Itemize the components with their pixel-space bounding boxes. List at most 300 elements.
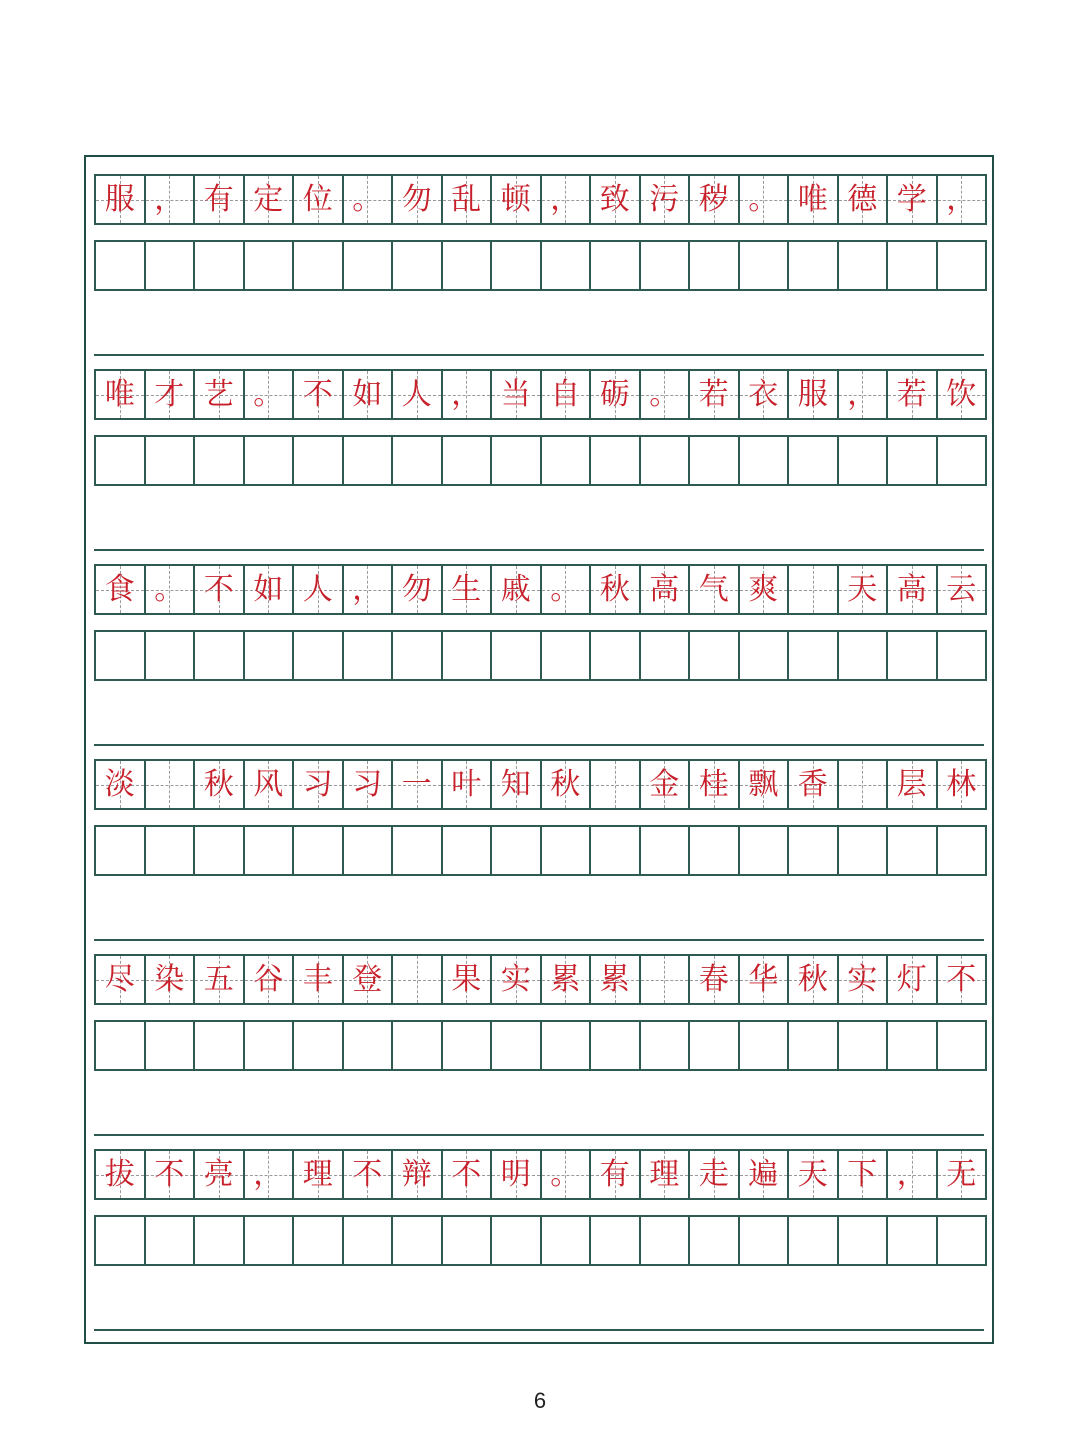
model-character: ，	[847, 376, 878, 412]
model-character: 才	[154, 376, 185, 412]
model-cell	[344, 566, 394, 613]
model-cell	[96, 1151, 146, 1198]
model-character: 不	[352, 1156, 383, 1192]
model-cell	[344, 761, 394, 808]
model-cell	[641, 1151, 691, 1198]
practice-cell	[839, 1022, 889, 1069]
model-character: 。	[352, 181, 383, 217]
practice-cell	[492, 437, 542, 484]
model-character: 人	[401, 376, 432, 412]
model-character: 层	[896, 766, 927, 802]
model-character: ，	[550, 181, 581, 217]
model-cell	[839, 176, 889, 223]
model-cell	[96, 176, 146, 223]
practice-cell	[740, 1022, 790, 1069]
practice-cell	[245, 1217, 295, 1264]
model-character: 人	[302, 571, 333, 607]
writing-rule-line	[94, 1134, 984, 1136]
practice-cell	[294, 632, 344, 679]
model-cell	[839, 371, 889, 418]
model-cell	[740, 1151, 790, 1198]
model-cell	[393, 1151, 443, 1198]
practice-cell	[146, 827, 196, 874]
model-cell	[294, 566, 344, 613]
model-cell	[938, 1151, 988, 1198]
practice-cell	[344, 242, 394, 289]
practice-cell	[393, 827, 443, 874]
practice-cell	[888, 632, 938, 679]
practice-cell	[888, 1022, 938, 1069]
model-cell	[542, 371, 592, 418]
model-cell	[839, 956, 889, 1003]
model-cell	[740, 761, 790, 808]
practice-cell	[542, 827, 592, 874]
model-cell	[789, 566, 839, 613]
model-cell	[146, 956, 196, 1003]
model-character: 食	[104, 571, 135, 607]
practice-cell	[344, 1022, 394, 1069]
model-character: 。	[550, 1156, 581, 1192]
model-cell	[245, 956, 295, 1003]
practice-cell	[245, 827, 295, 874]
practice-cell	[789, 827, 839, 874]
model-character: 实	[500, 961, 531, 997]
model-character: 华	[748, 961, 779, 997]
practice-cell	[542, 437, 592, 484]
model-cell	[443, 956, 493, 1003]
model-character: ，	[154, 181, 185, 217]
practice-cell	[542, 1022, 592, 1069]
model-cell	[641, 176, 691, 223]
model-cell	[789, 1151, 839, 1198]
practice-cell	[938, 242, 988, 289]
practice-cell	[443, 1022, 493, 1069]
practice-cell	[789, 437, 839, 484]
practice-cell	[888, 242, 938, 289]
practice-cell	[641, 632, 691, 679]
model-character: 下	[847, 1156, 878, 1192]
practice-row	[94, 630, 987, 681]
practice-cell	[641, 827, 691, 874]
practice-cell	[641, 1022, 691, 1069]
model-cell	[591, 566, 641, 613]
practice-cell	[938, 1022, 988, 1069]
practice-cell	[789, 632, 839, 679]
model-character: 丰	[302, 961, 333, 997]
model-cell	[245, 761, 295, 808]
model-cell	[938, 566, 988, 613]
page-number: 6	[533, 1388, 547, 1413]
model-character: 勿	[401, 571, 432, 607]
model-character: 乱	[451, 181, 482, 217]
model-character: 衣	[748, 376, 779, 412]
model-cell	[542, 1151, 592, 1198]
practice-cell	[591, 1217, 641, 1264]
model-cell	[146, 176, 196, 223]
practice-cell	[393, 1022, 443, 1069]
model-character: 不	[451, 1156, 482, 1192]
model-cell	[195, 1151, 245, 1198]
practice-cell	[146, 437, 196, 484]
model-character: 有	[203, 181, 234, 217]
model-cell	[542, 176, 592, 223]
practice-cell	[96, 827, 146, 874]
model-character: 桂	[698, 766, 729, 802]
model-cell	[888, 371, 938, 418]
practice-row	[94, 240, 987, 291]
model-character: 德	[847, 181, 878, 217]
model-cell	[492, 1151, 542, 1198]
model-cell	[393, 566, 443, 613]
model-cell	[294, 956, 344, 1003]
practice-cell	[443, 1217, 493, 1264]
model-character: 艺	[203, 376, 234, 412]
model-cell	[740, 566, 790, 613]
model-character: 习	[352, 766, 383, 802]
model-character: 。	[550, 571, 581, 607]
practice-cell	[443, 827, 493, 874]
practice-cell	[542, 632, 592, 679]
practice-cell	[344, 827, 394, 874]
model-cell	[245, 176, 295, 223]
model-row	[94, 1149, 987, 1200]
model-character: 不	[203, 571, 234, 607]
model-cell	[146, 1151, 196, 1198]
model-character: ，	[946, 181, 977, 217]
practice-cell	[443, 437, 493, 484]
practice-cell	[839, 242, 889, 289]
practice-cell	[740, 1217, 790, 1264]
model-character: 理	[302, 1156, 333, 1192]
practice-cell	[146, 632, 196, 679]
practice-row	[94, 435, 987, 486]
practice-cell	[443, 632, 493, 679]
model-cell	[690, 1151, 740, 1198]
model-character: 秋	[203, 766, 234, 802]
practice-cell	[96, 632, 146, 679]
practice-cell	[839, 632, 889, 679]
model-character: 淡	[104, 766, 135, 802]
model-cell	[839, 566, 889, 613]
model-character: 习	[302, 766, 333, 802]
practice-cell	[294, 437, 344, 484]
practice-cell	[690, 827, 740, 874]
practice-cell	[393, 242, 443, 289]
model-character: 辩	[401, 1156, 432, 1192]
practice-cell	[146, 242, 196, 289]
model-character: ，	[352, 571, 383, 607]
model-character: 不	[946, 961, 977, 997]
practice-cell	[245, 1022, 295, 1069]
model-character: 果	[451, 961, 482, 997]
practice-cell	[195, 1217, 245, 1264]
model-cell	[641, 566, 691, 613]
model-character: ，	[253, 1156, 284, 1192]
model-character: ，	[451, 376, 482, 412]
model-cell	[740, 956, 790, 1003]
model-cell	[294, 761, 344, 808]
writing-rule-line	[94, 354, 984, 356]
practice-cell	[938, 827, 988, 874]
practice-cell	[492, 632, 542, 679]
practice-cell	[393, 1217, 443, 1264]
model-character: 谷	[253, 961, 284, 997]
model-cell	[888, 761, 938, 808]
practice-cell	[146, 1217, 196, 1264]
model-character: 高	[896, 571, 927, 607]
model-character: 如	[253, 571, 284, 607]
practice-row	[94, 825, 987, 876]
model-character: 登	[352, 961, 383, 997]
model-cell	[245, 566, 295, 613]
model-cell	[393, 371, 443, 418]
model-cell	[443, 176, 493, 223]
model-cell	[690, 176, 740, 223]
practice-cell	[393, 437, 443, 484]
model-cell	[146, 761, 196, 808]
practice-cell	[542, 242, 592, 289]
model-character: 学	[896, 181, 927, 217]
model-character: 秋	[797, 961, 828, 997]
model-cell	[839, 1151, 889, 1198]
model-character: 累	[599, 961, 630, 997]
model-cell	[542, 956, 592, 1003]
model-character: 秽	[698, 181, 729, 217]
model-cell	[888, 566, 938, 613]
model-cell	[740, 371, 790, 418]
practice-cell	[690, 1217, 740, 1264]
practice-cell	[740, 632, 790, 679]
model-character: 不	[302, 376, 333, 412]
practice-cell	[839, 827, 889, 874]
practice-cell	[591, 437, 641, 484]
practice-cell	[344, 1217, 394, 1264]
model-cell	[492, 956, 542, 1003]
model-character: 香	[797, 766, 828, 802]
model-row	[94, 954, 987, 1005]
practice-cell	[690, 242, 740, 289]
model-character: 饮	[946, 376, 977, 412]
model-character: 。	[253, 376, 284, 412]
practice-cell	[294, 1022, 344, 1069]
writing-rule-line	[94, 744, 984, 746]
model-character: 累	[550, 961, 581, 997]
model-cell	[938, 371, 988, 418]
model-character: 。	[154, 571, 185, 607]
model-cell	[146, 371, 196, 418]
model-cell	[195, 371, 245, 418]
practice-cell	[443, 242, 493, 289]
practice-cell	[294, 242, 344, 289]
model-cell	[393, 761, 443, 808]
practice-cell	[740, 242, 790, 289]
practice-cell	[146, 1022, 196, 1069]
practice-cell	[641, 437, 691, 484]
model-character: 生	[451, 571, 482, 607]
practice-cell	[641, 1217, 691, 1264]
model-cell	[591, 956, 641, 1003]
practice-cell	[888, 827, 938, 874]
practice-cell	[344, 437, 394, 484]
practice-cell	[888, 437, 938, 484]
practice-cell	[245, 242, 295, 289]
model-cell	[492, 371, 542, 418]
model-character: 亮	[203, 1156, 234, 1192]
model-cell	[294, 176, 344, 223]
model-character: 。	[748, 181, 779, 217]
model-cell	[146, 566, 196, 613]
practice-cell	[492, 827, 542, 874]
model-cell	[888, 176, 938, 223]
model-character: 定	[253, 181, 284, 217]
model-cell	[344, 371, 394, 418]
writing-rule-line	[94, 939, 984, 941]
model-character: 灯	[896, 961, 927, 997]
practice-cell	[195, 1022, 245, 1069]
practice-cell	[789, 1217, 839, 1264]
model-cell	[591, 761, 641, 808]
practice-cell	[393, 632, 443, 679]
model-character: 唯	[797, 181, 828, 217]
practice-cell	[294, 827, 344, 874]
model-cell	[344, 956, 394, 1003]
model-character: 秋	[550, 766, 581, 802]
model-cell	[96, 761, 146, 808]
model-character: 明	[500, 1156, 531, 1192]
model-cell	[294, 1151, 344, 1198]
model-character: 飘	[748, 766, 779, 802]
practice-cell	[96, 242, 146, 289]
practice-cell	[839, 1217, 889, 1264]
model-character: 染	[154, 961, 185, 997]
practice-cell	[690, 1022, 740, 1069]
practice-cell	[740, 827, 790, 874]
model-character: 走	[698, 1156, 729, 1192]
model-character: 唯	[104, 376, 135, 412]
practice-cell	[344, 632, 394, 679]
practice-cell	[96, 437, 146, 484]
model-cell	[344, 1151, 394, 1198]
model-cell	[789, 761, 839, 808]
model-character: 实	[847, 961, 878, 997]
model-character: 自	[550, 376, 581, 412]
model-cell	[690, 956, 740, 1003]
model-character: 气	[698, 571, 729, 607]
model-character: 风	[253, 766, 284, 802]
model-character: 林	[946, 766, 977, 802]
practice-cell	[641, 242, 691, 289]
practice-cell	[492, 1022, 542, 1069]
practice-row	[94, 1215, 987, 1266]
model-character: 尽	[104, 961, 135, 997]
model-cell	[591, 371, 641, 418]
model-cell	[443, 761, 493, 808]
practice-cell	[591, 827, 641, 874]
model-character: 戚	[500, 571, 531, 607]
practice-cell	[690, 632, 740, 679]
practice-cell	[195, 437, 245, 484]
model-character: 服	[104, 181, 135, 217]
model-cell	[591, 1151, 641, 1198]
model-character: 如	[352, 376, 383, 412]
practice-cell	[938, 437, 988, 484]
practice-cell	[839, 437, 889, 484]
practice-cell	[195, 827, 245, 874]
model-character: 。	[649, 376, 680, 412]
practice-cell	[492, 1217, 542, 1264]
model-cell	[938, 761, 988, 808]
model-character: 云	[946, 571, 977, 607]
model-cell	[294, 371, 344, 418]
model-character: 叶	[451, 766, 482, 802]
model-cell	[789, 956, 839, 1003]
model-character: 服	[797, 376, 828, 412]
model-cell	[690, 566, 740, 613]
practice-cell	[245, 437, 295, 484]
model-cell	[888, 956, 938, 1003]
practice-cell	[591, 242, 641, 289]
model-character: 有	[599, 1156, 630, 1192]
model-character: 春	[698, 961, 729, 997]
model-cell	[96, 566, 146, 613]
model-cell	[938, 176, 988, 223]
practice-cell	[789, 242, 839, 289]
model-cell	[443, 371, 493, 418]
model-cell	[492, 761, 542, 808]
practice-cell	[542, 1217, 592, 1264]
model-character: 金	[649, 766, 680, 802]
model-cell	[393, 956, 443, 1003]
model-cell	[690, 371, 740, 418]
model-cell	[690, 761, 740, 808]
model-cell	[195, 956, 245, 1003]
model-cell	[492, 176, 542, 223]
model-character: ，	[896, 1156, 927, 1192]
model-character: 天	[797, 1156, 828, 1192]
model-character: 拔	[104, 1156, 135, 1192]
writing-rule-line	[94, 549, 984, 551]
model-character: 秋	[599, 571, 630, 607]
model-character: 若	[896, 376, 927, 412]
practice-cell	[96, 1217, 146, 1264]
model-cell	[443, 1151, 493, 1198]
model-cell	[740, 176, 790, 223]
model-cell	[245, 371, 295, 418]
writing-rule-line	[94, 1329, 984, 1331]
practice-cell	[294, 1217, 344, 1264]
model-character: 理	[649, 1156, 680, 1192]
model-cell	[542, 566, 592, 613]
model-cell	[195, 761, 245, 808]
practice-cell	[789, 1022, 839, 1069]
model-cell	[245, 1151, 295, 1198]
model-character: 高	[649, 571, 680, 607]
model-character: 当	[500, 376, 531, 412]
model-row	[94, 369, 987, 420]
model-character: 天	[847, 571, 878, 607]
model-character: 致	[599, 181, 630, 217]
model-cell	[641, 761, 691, 808]
model-row	[94, 174, 987, 225]
model-cell	[195, 176, 245, 223]
model-character: 一	[401, 766, 432, 802]
model-cell	[641, 371, 691, 418]
model-cell	[195, 566, 245, 613]
practice-cell	[690, 437, 740, 484]
model-character: 若	[698, 376, 729, 412]
practice-cell	[888, 1217, 938, 1264]
practice-cell	[938, 1217, 988, 1264]
